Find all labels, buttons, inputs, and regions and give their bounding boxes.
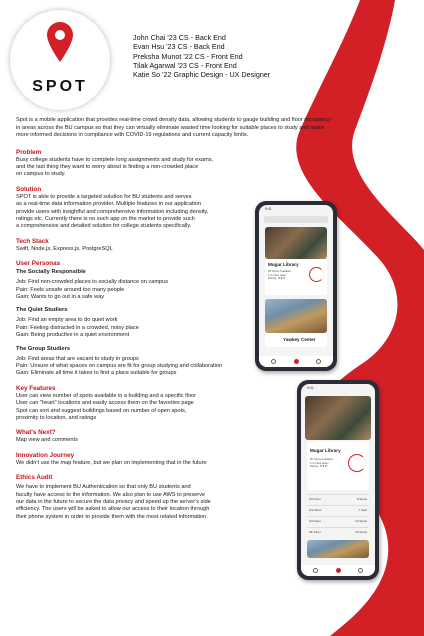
floor-spots: 7 Spot xyxy=(358,508,367,512)
phone-mockup-detail xyxy=(297,380,379,580)
feature-line: Spot can sort and suggest buildings based on number of open spots, xyxy=(16,407,187,414)
spot-logo xyxy=(10,10,110,110)
floor-row[interactable] xyxy=(307,516,369,524)
intro-line: Spot is a mobile application that provides real-time crowd density data, allowing students to gauge building and floor occupancy xyxy=(16,117,331,123)
innovation-heading: Innovation Journey xyxy=(16,451,75,459)
detail-title: Mugar Library xyxy=(310,448,341,453)
center-photo xyxy=(265,299,327,333)
persona-line: Gain: Eliminate all time it takes to find a place suitable for groups xyxy=(16,370,177,377)
problem-line: on campus to study. xyxy=(16,171,66,178)
ethics-heading: Ethics Audit xyxy=(16,474,53,482)
status-time: 9:41 xyxy=(307,386,314,390)
persona-line: Pain: Unsure of what spaces on campus are fit for group studying and collaboration xyxy=(16,363,223,369)
intro-line: in areas across the BU campus so that they can virtually eliminate wasted time looking for suitable places to study and make xyxy=(16,124,324,131)
persona-line: Job: Find an empty area to do quiet work xyxy=(16,317,118,324)
problem-line: Busy college students have to complete long assignments and study for exams, xyxy=(16,156,214,163)
library-photo xyxy=(305,396,371,440)
phone-mockup-list xyxy=(255,201,337,371)
persona-line: Job: Find areas that are vacant to study in groups xyxy=(16,355,139,362)
persona-line: Gain: Being productive in a quiet environment xyxy=(16,332,130,339)
detail-line: Rating: ★★★ xyxy=(310,464,328,469)
detail-info xyxy=(310,458,333,469)
occupancy-ring xyxy=(348,454,366,472)
floor-name: 4th Floor xyxy=(309,530,321,534)
card-detail: 1.2 miles away xyxy=(268,272,287,277)
persona-line: Pain: Feeling distracted in a crowded, noisy place xyxy=(16,324,139,331)
floor-row[interactable] xyxy=(307,494,369,502)
floor-spots: 14 Spots xyxy=(355,519,367,523)
bottom-nav xyxy=(259,356,333,367)
card-detail: Rating: ★★★ xyxy=(268,276,286,281)
team-member: Evan Hsu '23 CS - Back End xyxy=(133,42,225,52)
solution-line: SPOT is able to provide a targeted solution for BU students and serves xyxy=(16,193,192,200)
intro-line: more informed decisions in compliance with COVID-19 regulations and current capacity limits. xyxy=(16,132,249,138)
logo-text: SPOT xyxy=(32,78,88,95)
next-heading: What's Next? xyxy=(16,429,56,437)
ethics-line: faculty have access to the information. We also plan to use AWS to preserve xyxy=(16,491,206,498)
persona-line: Gain: Wants to go out in a safe way xyxy=(16,293,105,300)
feature-line: proximity to location, and ratings xyxy=(16,415,97,422)
persona-line: Job: Find non-crowded places to socially distance on campus xyxy=(16,279,169,286)
team-member: Tilak Agarwal '23 CS - Front End xyxy=(133,60,237,70)
card-detail: 50 Spots Available xyxy=(268,269,291,273)
search-bar xyxy=(264,216,328,223)
persona-title: The Quiet Studiers xyxy=(16,307,68,314)
heart-icon[interactable] xyxy=(316,359,321,364)
features-heading: Key Features xyxy=(16,384,56,392)
ethics-line: their phone system in order to provide them with the most related information. xyxy=(16,513,208,520)
solution-line: ratings etc. Currently there is no such app on the market to provide such xyxy=(16,215,195,222)
persona-title: The Group Studiers xyxy=(16,345,71,352)
floor-name: 3rd Floor xyxy=(309,497,322,501)
team-member: Preksha Munot '22 CS - Front End xyxy=(133,51,243,61)
occupancy-ring xyxy=(309,267,324,282)
detail-line: 1.2 miles away xyxy=(310,460,329,465)
floor-photo xyxy=(307,540,369,558)
innovation-text: We didn't use the map feature, but we plan on implementing that in the future xyxy=(16,459,207,466)
solution-line: provide users with insightful and comprehensive information including density, xyxy=(16,208,209,215)
tech-text: Swift, Node.js, Express.js, PostgreSQL xyxy=(16,245,113,252)
location-card xyxy=(265,259,327,295)
solution-heading: Solution xyxy=(16,185,42,193)
settings-icon[interactable] xyxy=(271,359,276,364)
heart-icon[interactable] xyxy=(358,568,363,573)
team-member: John Chai '23 CS - Back End xyxy=(133,33,226,42)
phone-screen xyxy=(301,384,375,576)
location-icon[interactable] xyxy=(336,568,341,573)
card-title: Yawkey Center xyxy=(283,337,316,342)
persona-title: The Socially Responsible xyxy=(16,269,86,276)
floor-row[interactable] xyxy=(307,505,369,513)
ethics-line: We have to implement BU Authentication so that only BU students and xyxy=(16,484,191,491)
floor-spots: 20 Spots xyxy=(355,530,367,534)
ethics-line: efficiency. The users will be asked to allow our access to their location through xyxy=(16,506,210,513)
ethics-line: our data in the future to secure the data privacy and speed up the server's side xyxy=(16,499,211,506)
feature-line: User can view number of spots available in a building and a specific floor xyxy=(16,392,197,399)
team-member: Katie So '22 Graphic Design - UX Designer xyxy=(133,70,271,80)
location-icon[interactable] xyxy=(294,359,299,364)
problem-text xyxy=(16,157,390,179)
settings-icon[interactable] xyxy=(313,568,318,573)
intro-paragraph xyxy=(16,117,390,140)
floor-row[interactable] xyxy=(307,527,369,535)
card-title: Mugar Library xyxy=(268,262,299,267)
location-pin-icon xyxy=(47,22,73,62)
card-details xyxy=(268,270,291,281)
next-text: Map view and comments xyxy=(16,437,78,444)
team-list xyxy=(133,33,270,79)
floor-spots: 8 Spots xyxy=(356,497,367,501)
persona-line: Pain: Feels unsafe around too many people xyxy=(16,286,125,293)
floor-name: 3rd Floor xyxy=(309,519,322,523)
library-photo xyxy=(265,227,327,259)
tech-heading: Tech Stack xyxy=(16,237,49,245)
detail-line: 50 Spots Available xyxy=(310,457,333,461)
solution-line: a comprehensive and detailed solution for college students specifically. xyxy=(16,223,192,230)
problem-line: and the last thing they want to worry about is finding a non-crowded place xyxy=(16,163,199,170)
problem-heading: Problem xyxy=(16,148,42,156)
bottom-nav xyxy=(301,565,375,576)
floor-name: 2nd Floor xyxy=(309,508,322,512)
feature-line: User can "heart" locations and easily access them on the favorites page xyxy=(16,400,194,407)
personas-heading: User Personas xyxy=(16,260,61,268)
phone-screen xyxy=(259,205,333,367)
library-detail-card xyxy=(307,442,369,490)
solution-line: as a real-time data information provider. Multiple features in our application xyxy=(16,201,202,208)
status-time: 9:41 xyxy=(265,207,272,211)
location-card xyxy=(265,333,327,347)
